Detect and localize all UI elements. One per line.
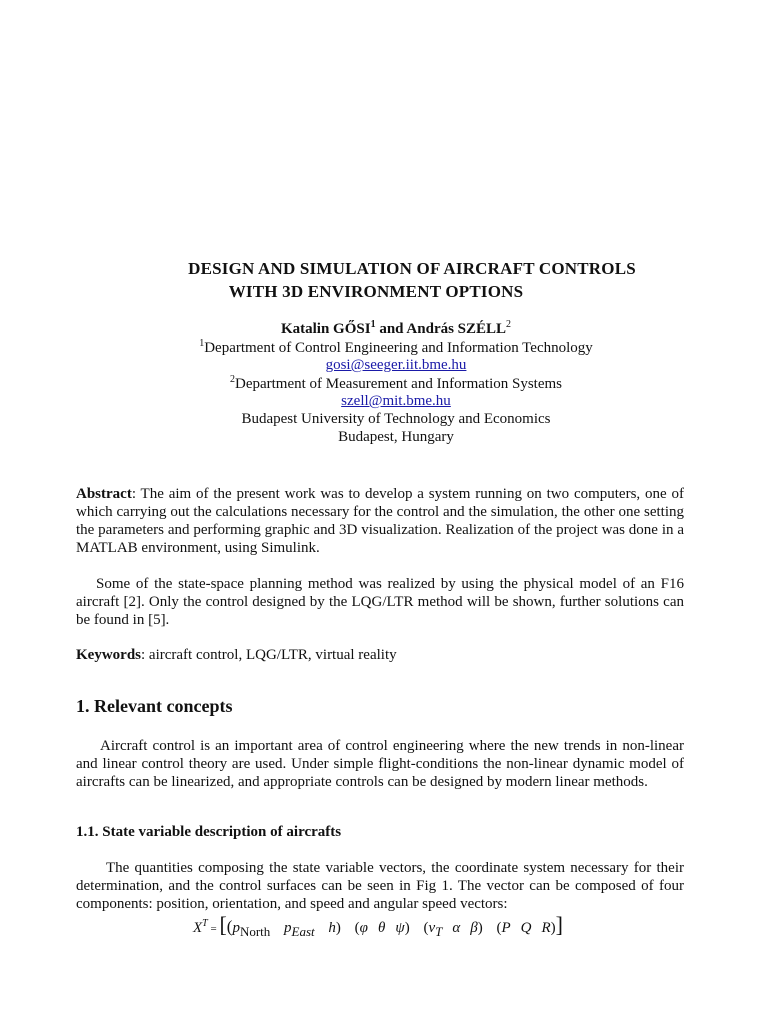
eq-psi: ψ — [395, 920, 405, 936]
eq-paren: ( — [226, 917, 233, 936]
affiliation-2-mark: 2 — [230, 374, 235, 385]
authors — [12, 319, 768, 338]
eq-v: v — [428, 920, 436, 936]
eq-lhs: X — [193, 920, 203, 936]
email-1-row — [12, 357, 768, 374]
eq-sign: = — [207, 923, 220, 935]
university: Budapest University of Technology and Economics — [241, 411, 551, 427]
author-1: Katalin GŐSI — [280, 321, 371, 337]
affiliation-1-text: Department of Control Engineering and Information Technology — [204, 340, 593, 356]
abstract-paragraph-2: Some of the state-space planning method was realized by using the physical model of an F16 aircraft [2]. Only the control designed by the LQG/LTR method will be shown, further solutions can be found in [5]. — [76, 576, 684, 628]
eq-alpha: α — [452, 920, 461, 936]
abstract-paragraph — [76, 485, 684, 557]
email-2-row — [12, 393, 768, 410]
paper-title-line-2: WITH 3D ENVIRONMENT OPTIONS — [228, 282, 524, 301]
abstract-text: : The aim of the present work was to develop a system running on two computers, one of which carrying out the calculations necessary for the control and the simulation, the other one setting the parameters and performing graphic and 3D visualization. Realization of the project was done in a MATLAB environment, using Simulink. — [76, 486, 684, 556]
eq-open-bracket: [ — [219, 912, 227, 937]
eq-close-bracket: ] — [555, 912, 563, 937]
eq-lhs-sup: T — [202, 918, 208, 929]
eq-R: R — [541, 920, 551, 936]
state-vector-equation: $X^T = [(p_{North}$ $p_{East}$ h) (φ θ ψ) ($v_T$ α β) (P Q R)] — [193, 912, 563, 939]
section-1-paragraph: Aircraft control is an important area of control engineering where the new trends in non-linear and linear control theory are used. Under simple flight-conditions the non-linear dynamic model of aircrafts can be linearized, and appropriate controls can be designed by modern linear methods. — [76, 738, 684, 790]
eq-p-east: p — [284, 920, 292, 936]
author-and: and — [375, 321, 407, 337]
section-1-1-paragraph: The quantities composing the state variable vectors, the coordinate system necessary for their determination, and the control surfaces can be seen in Fig 1. The vector can be composed of four components: position, orientation, and speed and angular speed vectors: — [76, 860, 684, 912]
author-1-affiliation-mark: 1 — [370, 319, 376, 330]
city: Budapest, Hungary — [338, 429, 454, 445]
affiliation-1 — [12, 338, 768, 357]
eq-east-sub: East — [291, 924, 315, 939]
keywords-text: : aircraft control, LQG/LTR, virtual reality — [141, 647, 397, 663]
keywords-label: Keywords — [76, 647, 141, 663]
eq-P: P — [501, 920, 511, 936]
affiliation-2 — [12, 374, 768, 393]
paper-title-line-1: DESIGN AND SIMULATION OF AIRCRAFT CONTROLS — [188, 259, 636, 278]
affiliation-1-mark: 1 — [199, 338, 205, 349]
eq-phi: φ — [359, 920, 368, 936]
section-1-heading: 1. Relevant concepts — [76, 696, 233, 716]
keywords — [76, 646, 684, 664]
eq-h: h — [328, 920, 336, 936]
eq-p-north: p — [232, 920, 240, 936]
eq-theta: θ — [377, 920, 386, 936]
email-1-link[interactable]: gosi@seeger.iit.bme.hu — [325, 357, 467, 373]
affiliation-2-text: Department of Measurement and Information Systems — [235, 376, 562, 392]
eq-north-sub: North — [239, 924, 271, 939]
abstract-label: Abstract — [76, 486, 132, 502]
author-2-affiliation-mark: 2 — [506, 319, 512, 330]
author-2: András SZÉLL — [406, 321, 507, 337]
section-1-1-heading: 1.1. State variable description of aircrafts — [76, 824, 342, 840]
email-2-link[interactable]: szell@mit.bme.hu — [341, 393, 451, 409]
eq-v-sub: T — [435, 924, 443, 939]
eq-beta: β — [470, 920, 478, 936]
eq-Q: Q — [520, 920, 532, 936]
